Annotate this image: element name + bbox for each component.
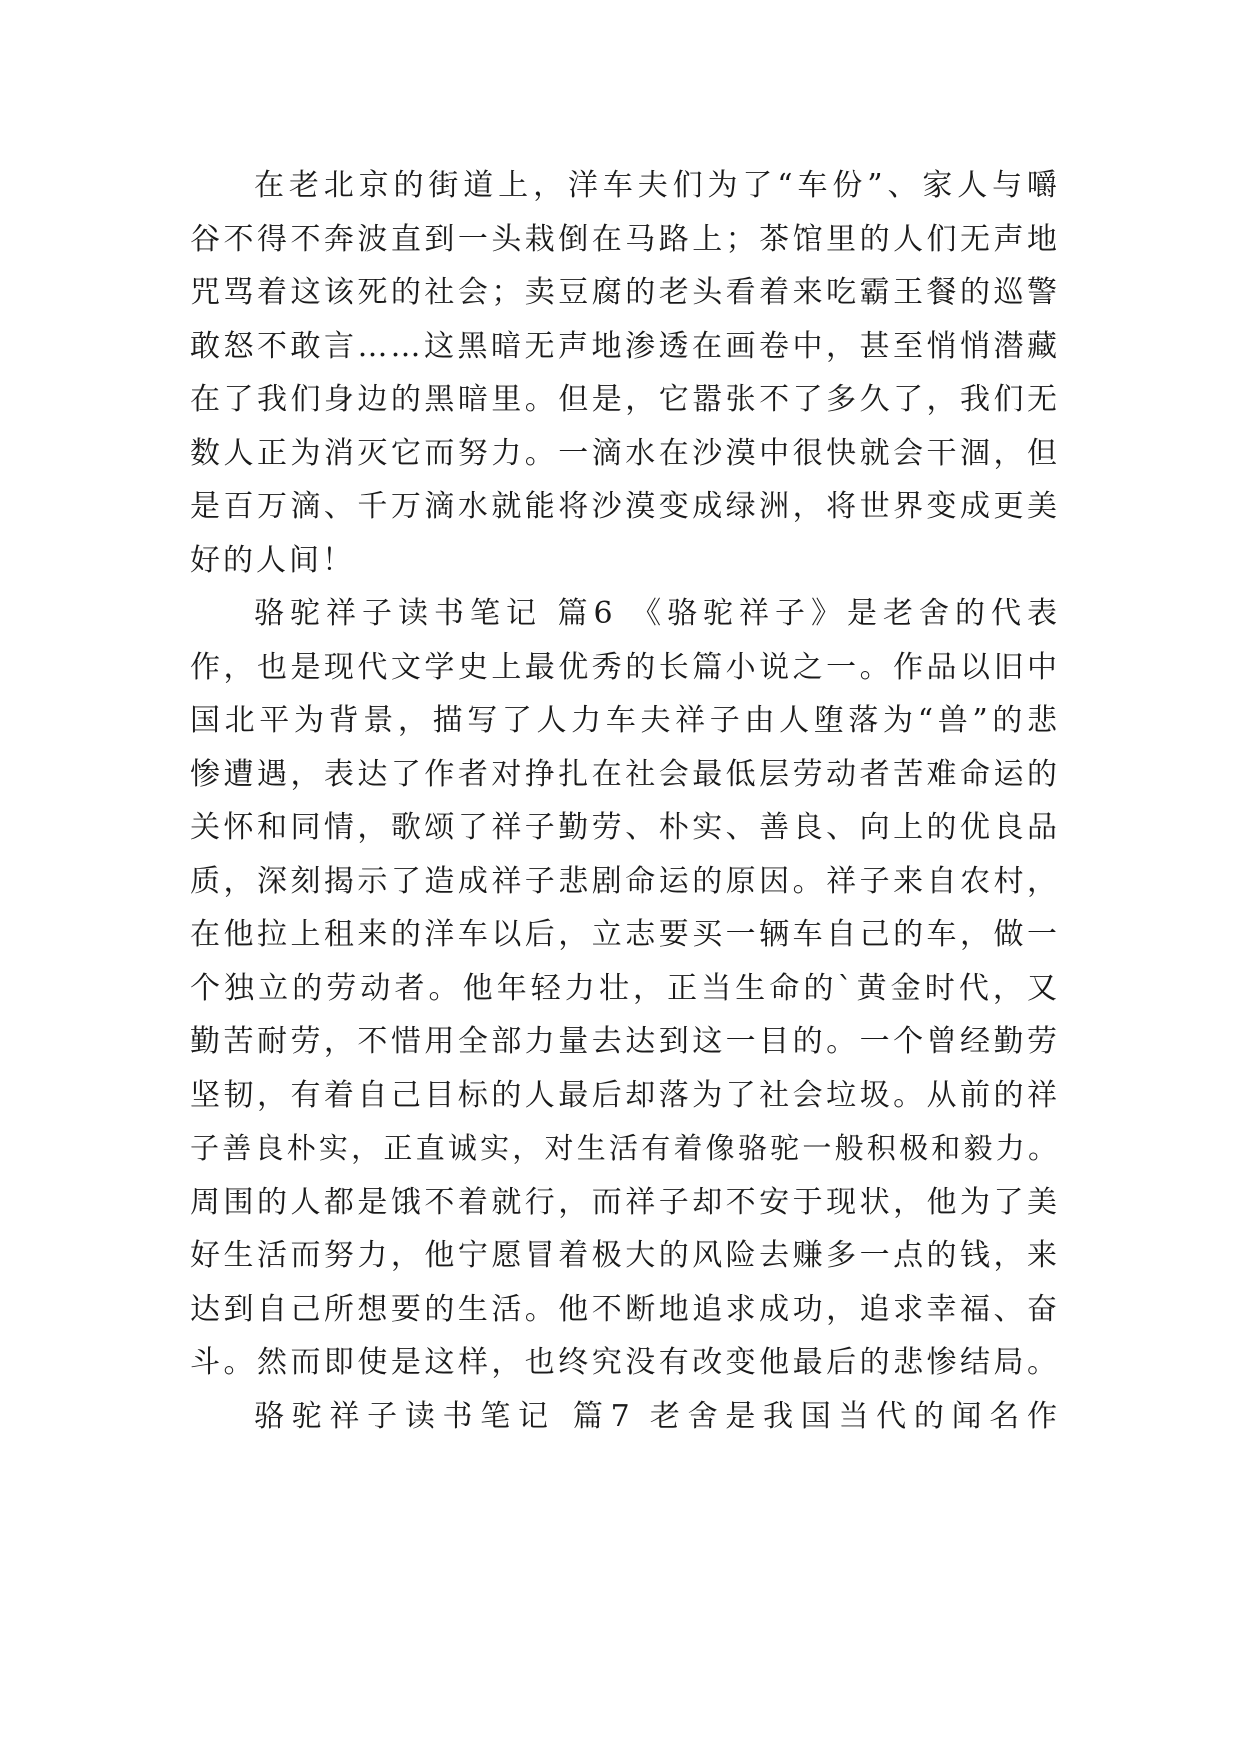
text-line: 在了我们身边的黑暗里。但是，它嚣张不了多久了，我们无 bbox=[190, 382, 1060, 417]
text-line: 数人正为消灭它而努力。一滴水在沙漠中很快就会干涸，但 bbox=[190, 435, 1060, 471]
text-line: 敢怒不敢言……这黑暗无声地渗透在画卷中，甚至悄悄潜藏 bbox=[190, 328, 1060, 364]
text-line: 勤苦耐劳，不惜用全部力量去达到这一目的。一个曾经勤劳 bbox=[190, 1024, 1060, 1059]
text-line: 咒骂着这该死的社会；卖豆腐的老头看着来吃霸王餐的巡警 bbox=[190, 275, 1060, 310]
text-line: 是百万滴、千万滴水就能将沙漠变成绿洲，将世界变成更美 bbox=[190, 489, 1060, 524]
text-line: 谷不得不奔波直到一头栽倒在马路上；茶馆里的人们无声地 bbox=[190, 221, 1060, 257]
body-text bbox=[190, 159, 1060, 1443]
text-line: 在他拉上租来的洋车以后，立志要买一辆车自己的车，做一 bbox=[190, 917, 1060, 952]
text-line: 好生活而努力，他宁愿冒着极大的风险去赚多一点的钱，来 bbox=[190, 1238, 1060, 1273]
text-line: 国北平为背景，描写了人力车夫祥子由人堕落为“兽”的悲 bbox=[190, 703, 1060, 738]
text-line: 斗。然而即使是这样，也终究没有改变他最后的悲惨结局。 bbox=[190, 1345, 1060, 1380]
text-line: 在老北京的街道上，洋车夫们为了“车份”、家人与嚼 bbox=[254, 168, 1060, 203]
text-line: 子善良朴实，正直诚实，对生活有着像骆驼一般积极和毅力。 bbox=[190, 1131, 1060, 1165]
text-line: 骆驼祥子读书笔记 篇7 老舍是我国当代的闻名作 bbox=[254, 1398, 1060, 1434]
text-line: 个独立的劳动者。他年轻力壮，正当生命的`黄金时代，又 bbox=[190, 970, 1060, 1006]
text-line: 惨遭遇，表达了作者对挣扎在社会最低层劳动者苦难命运的 bbox=[190, 756, 1060, 792]
text-line: 坚韧，有着自己目标的人最后却落为了社会垃圾。从前的祥 bbox=[190, 1077, 1060, 1113]
text-line: 周围的人都是饿不着就行，而祥子却不安于现状，他为了美 bbox=[190, 1184, 1060, 1220]
text-line: 达到自己所想要的生活。他不断地追求成功，追求幸福、奋 bbox=[190, 1291, 1060, 1327]
text-line: 骆驼祥子读书笔记 篇6 《骆驼祥子》是老舍的代表 bbox=[254, 596, 1060, 631]
text-line: 质，深刻揭示了造成祥子悲剧命运的原因。祥子来自农村， bbox=[190, 863, 1060, 899]
text-line: 作，也是现代文学史上最优秀的长篇小说之一。作品以旧中 bbox=[190, 649, 1060, 685]
text-line: 关怀和同情，歌颂了祥子勤劳、朴实、善良、向上的优良品 bbox=[190, 810, 1060, 845]
text-line: 好的人间！ bbox=[190, 542, 355, 578]
